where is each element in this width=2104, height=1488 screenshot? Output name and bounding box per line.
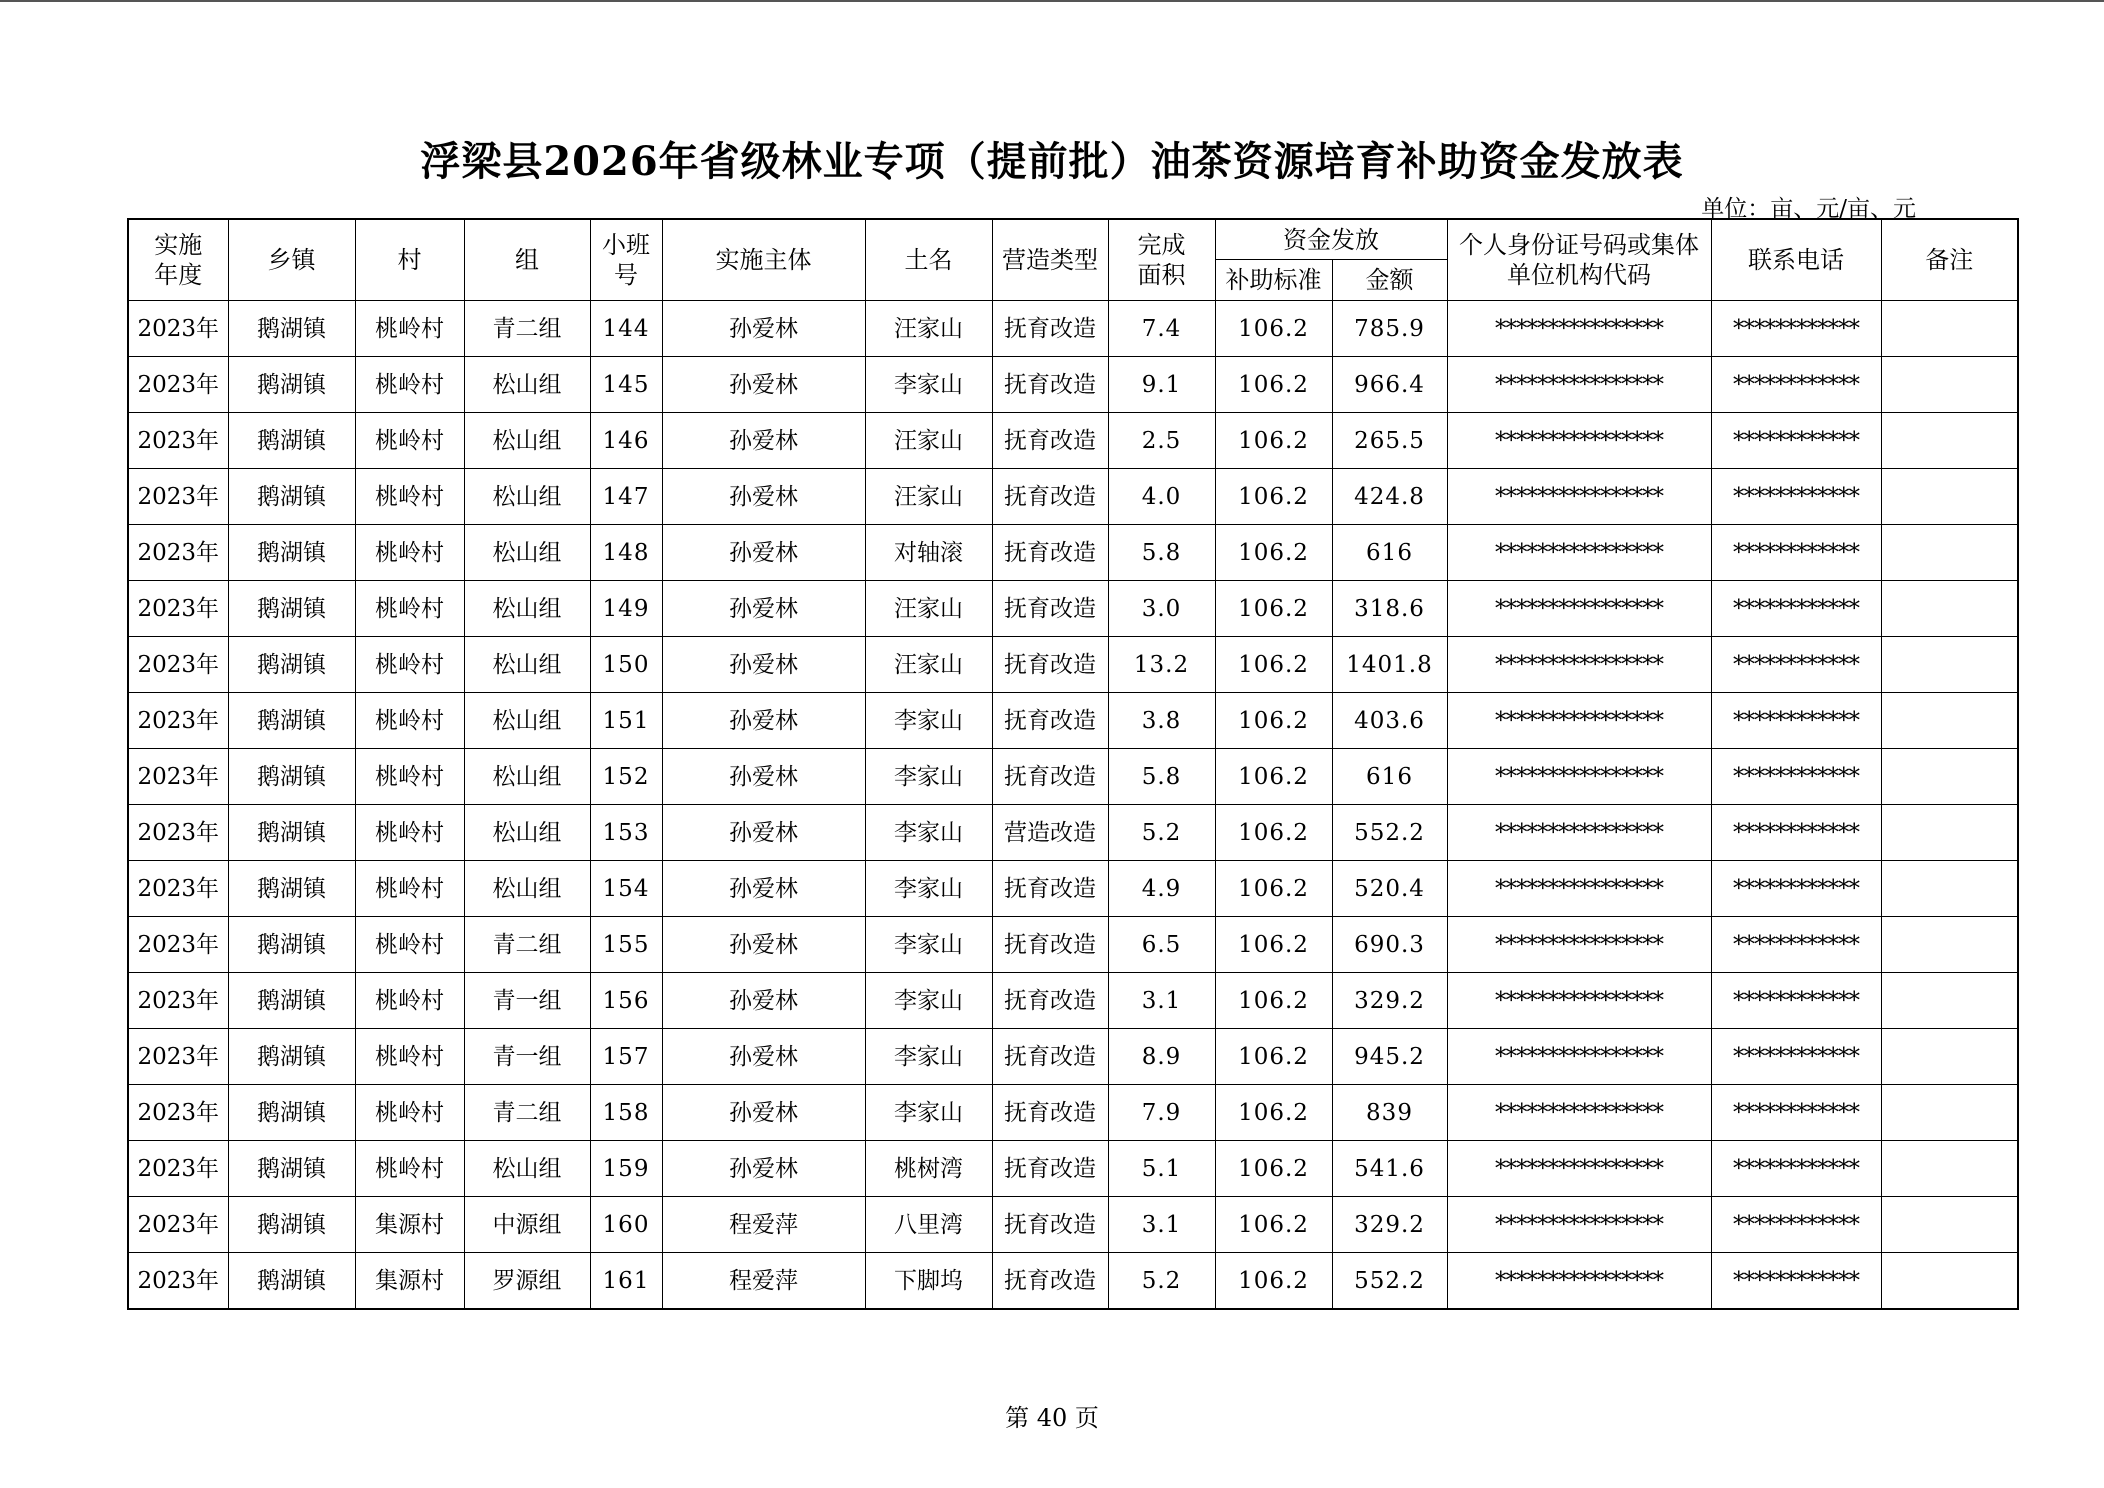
- header-town: 乡镇: [228, 219, 355, 301]
- cell-plot: 161: [590, 1253, 662, 1310]
- cell-phone: ************: [1711, 1197, 1881, 1253]
- cell-town: 鹅湖镇: [228, 693, 355, 749]
- cell-amount: 616: [1332, 525, 1447, 581]
- cell-land-name: 汪家山: [865, 637, 992, 693]
- cell-village: 桃岭村: [355, 693, 464, 749]
- cell-land-name: 李家山: [865, 917, 992, 973]
- cell-build-type: 抚育改造: [992, 581, 1108, 637]
- header-standard: 补助标准: [1215, 260, 1332, 301]
- cell-remark: [1881, 357, 2018, 413]
- cell-entity: 孙爱林: [662, 805, 865, 861]
- cell-area: 9.1: [1108, 357, 1215, 413]
- cell-remark: [1881, 1085, 2018, 1141]
- cell-id-code: ****************: [1447, 357, 1711, 413]
- cell-town: 鹅湖镇: [228, 1085, 355, 1141]
- cell-entity: 孙爱林: [662, 749, 865, 805]
- cell-amount: 690.3: [1332, 917, 1447, 973]
- cell-area: 3.1: [1108, 973, 1215, 1029]
- cell-phone: ************: [1711, 693, 1881, 749]
- header-plot: 小班 号: [590, 219, 662, 301]
- cell-land-name: 下脚坞: [865, 1253, 992, 1310]
- cell-id-code: ****************: [1447, 917, 1711, 973]
- cell-town: 鹅湖镇: [228, 469, 355, 525]
- cell-plot: 154: [590, 861, 662, 917]
- cell-land-name: 李家山: [865, 357, 992, 413]
- cell-town: 鹅湖镇: [228, 1197, 355, 1253]
- cell-standard: 106.2: [1215, 693, 1332, 749]
- cell-group: 罗源组: [464, 1253, 590, 1310]
- cell-id-code: ****************: [1447, 413, 1711, 469]
- cell-group: 青二组: [464, 1085, 590, 1141]
- cell-remark: [1881, 1141, 2018, 1197]
- cell-standard: 106.2: [1215, 973, 1332, 1029]
- cell-id-code: ****************: [1447, 1085, 1711, 1141]
- cell-area: 6.5: [1108, 917, 1215, 973]
- cell-year: 2023年: [128, 1141, 228, 1197]
- page-title: 浮梁县2026年省级林业专项（提前批）油茶资源培育补助资金发放表: [420, 138, 1684, 185]
- cell-village: 桃岭村: [355, 917, 464, 973]
- cell-phone: ************: [1711, 413, 1881, 469]
- cell-year: 2023年: [128, 1085, 228, 1141]
- cell-area: 5.8: [1108, 749, 1215, 805]
- cell-year: 2023年: [128, 525, 228, 581]
- cell-entity: 程爱萍: [662, 1253, 865, 1310]
- cell-area: 3.1: [1108, 1197, 1215, 1253]
- cell-plot: 156: [590, 973, 662, 1029]
- cell-id-code: ****************: [1447, 581, 1711, 637]
- table-row: [128, 1029, 2018, 1085]
- cell-id-code: ****************: [1447, 637, 1711, 693]
- cell-remark: [1881, 1253, 2018, 1310]
- cell-build-type: 抚育改造: [992, 1141, 1108, 1197]
- cell-id-code: ****************: [1447, 1141, 1711, 1197]
- cell-village: 桃岭村: [355, 581, 464, 637]
- cell-phone: ************: [1711, 357, 1881, 413]
- cell-standard: 106.2: [1215, 1197, 1332, 1253]
- table-body: [128, 301, 2018, 1310]
- page-number: 第 40 页: [1005, 1404, 1099, 1432]
- cell-area: 2.5: [1108, 413, 1215, 469]
- cell-amount: 265.5: [1332, 413, 1447, 469]
- cell-group: 松山组: [464, 693, 590, 749]
- cell-area: 5.2: [1108, 1253, 1215, 1310]
- cell-id-code: ****************: [1447, 301, 1711, 357]
- cell-plot: 159: [590, 1141, 662, 1197]
- header-land-name: 土名: [865, 219, 992, 301]
- cell-id-code: ****************: [1447, 1029, 1711, 1085]
- cell-group: 松山组: [464, 1141, 590, 1197]
- table-row: [128, 637, 2018, 693]
- cell-village: 桃岭村: [355, 301, 464, 357]
- cell-group: 青一组: [464, 1029, 590, 1085]
- cell-phone: ************: [1711, 1253, 1881, 1310]
- header-entity: 实施主体: [662, 219, 865, 301]
- cell-entity: 孙爱林: [662, 1085, 865, 1141]
- cell-amount: 329.2: [1332, 1197, 1447, 1253]
- cell-plot: 158: [590, 1085, 662, 1141]
- table-row: [128, 1141, 2018, 1197]
- cell-land-name: 李家山: [865, 805, 992, 861]
- cell-build-type: 抚育改造: [992, 693, 1108, 749]
- table-row: [128, 1085, 2018, 1141]
- cell-year: 2023年: [128, 749, 228, 805]
- cell-entity: 孙爱林: [662, 1141, 865, 1197]
- cell-group: 青一组: [464, 973, 590, 1029]
- cell-village: 桃岭村: [355, 525, 464, 581]
- cell-town: 鹅湖镇: [228, 1029, 355, 1085]
- cell-plot: 149: [590, 581, 662, 637]
- cell-land-name: 李家山: [865, 861, 992, 917]
- cell-plot: 150: [590, 637, 662, 693]
- cell-standard: 106.2: [1215, 1253, 1332, 1310]
- cell-year: 2023年: [128, 301, 228, 357]
- cell-plot: 157: [590, 1029, 662, 1085]
- cell-year: 2023年: [128, 581, 228, 637]
- cell-id-code: ****************: [1447, 1197, 1711, 1253]
- cell-phone: ************: [1711, 1029, 1881, 1085]
- cell-entity: 孙爱林: [662, 301, 865, 357]
- cell-phone: ************: [1711, 525, 1881, 581]
- cell-id-code: ****************: [1447, 1253, 1711, 1310]
- header-fund: 资金发放: [1215, 219, 1447, 260]
- cell-amount: 945.2: [1332, 1029, 1447, 1085]
- cell-year: 2023年: [128, 469, 228, 525]
- cell-remark: [1881, 301, 2018, 357]
- cell-entity: 孙爱林: [662, 861, 865, 917]
- cell-amount: 1401.8: [1332, 637, 1447, 693]
- cell-amount: 403.6: [1332, 693, 1447, 749]
- cell-remark: [1881, 973, 2018, 1029]
- cell-remark: [1881, 917, 2018, 973]
- cell-standard: 106.2: [1215, 301, 1332, 357]
- cell-standard: 106.2: [1215, 1029, 1332, 1085]
- cell-remark: [1881, 693, 2018, 749]
- cell-phone: ************: [1711, 917, 1881, 973]
- cell-area: 5.8: [1108, 525, 1215, 581]
- cell-amount: 552.2: [1332, 1253, 1447, 1310]
- cell-village: 桃岭村: [355, 749, 464, 805]
- header-phone: 联系电话: [1711, 219, 1881, 301]
- cell-id-code: ****************: [1447, 805, 1711, 861]
- cell-phone: ************: [1711, 1085, 1881, 1141]
- cell-amount: 424.8: [1332, 469, 1447, 525]
- cell-entity: 孙爱林: [662, 469, 865, 525]
- cell-remark: [1881, 805, 2018, 861]
- cell-land-name: 汪家山: [865, 301, 992, 357]
- cell-amount: 785.9: [1332, 301, 1447, 357]
- cell-town: 鹅湖镇: [228, 357, 355, 413]
- cell-remark: [1881, 581, 2018, 637]
- cell-town: 鹅湖镇: [228, 805, 355, 861]
- cell-remark: [1881, 525, 2018, 581]
- cell-remark: [1881, 469, 2018, 525]
- cell-year: 2023年: [128, 413, 228, 469]
- cell-group: 松山组: [464, 469, 590, 525]
- cell-phone: ************: [1711, 1141, 1881, 1197]
- cell-remark: [1881, 413, 2018, 469]
- cell-village: 桃岭村: [355, 1141, 464, 1197]
- cell-town: 鹅湖镇: [228, 581, 355, 637]
- cell-year: 2023年: [128, 917, 228, 973]
- cell-town: 鹅湖镇: [228, 861, 355, 917]
- cell-amount: 552.2: [1332, 805, 1447, 861]
- cell-land-name: 李家山: [865, 1085, 992, 1141]
- header-area: 完成 面积: [1108, 219, 1215, 301]
- cell-town: 鹅湖镇: [228, 1253, 355, 1310]
- cell-town: 鹅湖镇: [228, 301, 355, 357]
- table-row: [128, 861, 2018, 917]
- cell-phone: ************: [1711, 581, 1881, 637]
- cell-village: 桃岭村: [355, 973, 464, 1029]
- cell-plot: 145: [590, 357, 662, 413]
- cell-year: 2023年: [128, 1197, 228, 1253]
- cell-area: 5.1: [1108, 1141, 1215, 1197]
- cell-land-name: 桃树湾: [865, 1141, 992, 1197]
- cell-amount: 318.6: [1332, 581, 1447, 637]
- cell-year: 2023年: [128, 637, 228, 693]
- table-row: [128, 357, 2018, 413]
- cell-group: 松山组: [464, 525, 590, 581]
- header-row-1: [128, 219, 2018, 260]
- table-row: [128, 749, 2018, 805]
- cell-village: 集源村: [355, 1197, 464, 1253]
- cell-plot: 144: [590, 301, 662, 357]
- cell-phone: ************: [1711, 469, 1881, 525]
- cell-entity: 孙爱林: [662, 917, 865, 973]
- cell-land-name: 汪家山: [865, 581, 992, 637]
- cell-id-code: ****************: [1447, 469, 1711, 525]
- cell-build-type: 抚育改造: [992, 1085, 1108, 1141]
- cell-town: 鹅湖镇: [228, 917, 355, 973]
- cell-id-code: ****************: [1447, 973, 1711, 1029]
- cell-amount: 966.4: [1332, 357, 1447, 413]
- header-remark: 备注: [1881, 219, 2018, 301]
- cell-standard: 106.2: [1215, 805, 1332, 861]
- cell-standard: 106.2: [1215, 861, 1332, 917]
- cell-area: 8.9: [1108, 1029, 1215, 1085]
- cell-standard: 106.2: [1215, 749, 1332, 805]
- cell-group: 松山组: [464, 805, 590, 861]
- cell-land-name: 李家山: [865, 973, 992, 1029]
- cell-land-name: 对轴滚: [865, 525, 992, 581]
- table-row: [128, 525, 2018, 581]
- cell-build-type: 抚育改造: [992, 525, 1108, 581]
- cell-entity: 孙爱林: [662, 1029, 865, 1085]
- cell-plot: 152: [590, 749, 662, 805]
- cell-build-type: 抚育改造: [992, 1253, 1108, 1310]
- cell-group: 青二组: [464, 917, 590, 973]
- cell-build-type: 抚育改造: [992, 917, 1108, 973]
- cell-entity: 孙爱林: [662, 581, 865, 637]
- cell-year: 2023年: [128, 357, 228, 413]
- table-row: [128, 805, 2018, 861]
- table-row: [128, 413, 2018, 469]
- cell-entity: 孙爱林: [662, 413, 865, 469]
- cell-year: 2023年: [128, 861, 228, 917]
- cell-village: 桃岭村: [355, 413, 464, 469]
- cell-year: 2023年: [128, 805, 228, 861]
- cell-village: 桃岭村: [355, 1029, 464, 1085]
- cell-build-type: 抚育改造: [992, 413, 1108, 469]
- table-row: [128, 1197, 2018, 1253]
- cell-plot: 160: [590, 1197, 662, 1253]
- header-year: 实施 年度: [128, 219, 228, 301]
- cell-standard: 106.2: [1215, 1141, 1332, 1197]
- cell-build-type: 抚育改造: [992, 1197, 1108, 1253]
- table-row: [128, 917, 2018, 973]
- cell-remark: [1881, 637, 2018, 693]
- cell-amount: 541.6: [1332, 1141, 1447, 1197]
- cell-area: 13.2: [1108, 637, 1215, 693]
- cell-phone: ************: [1711, 861, 1881, 917]
- cell-id-code: ****************: [1447, 525, 1711, 581]
- cell-year: 2023年: [128, 973, 228, 1029]
- cell-plot: 151: [590, 693, 662, 749]
- cell-remark: [1881, 749, 2018, 805]
- cell-village: 桃岭村: [355, 805, 464, 861]
- cell-standard: 106.2: [1215, 413, 1332, 469]
- cell-year: 2023年: [128, 1029, 228, 1085]
- page-top-border: [0, 0, 2104, 2]
- cell-phone: ************: [1711, 973, 1881, 1029]
- cell-entity: 程爱萍: [662, 1197, 865, 1253]
- cell-standard: 106.2: [1215, 637, 1332, 693]
- cell-build-type: 抚育改造: [992, 301, 1108, 357]
- cell-land-name: 李家山: [865, 749, 992, 805]
- cell-land-name: 汪家山: [865, 469, 992, 525]
- cell-build-type: 抚育改造: [992, 469, 1108, 525]
- cell-amount: 839: [1332, 1085, 1447, 1141]
- cell-remark: [1881, 1029, 2018, 1085]
- cell-year: 2023年: [128, 693, 228, 749]
- cell-town: 鹅湖镇: [228, 749, 355, 805]
- cell-build-type: 抚育改造: [992, 357, 1108, 413]
- cell-phone: ************: [1711, 301, 1881, 357]
- cell-build-type: 抚育改造: [992, 973, 1108, 1029]
- cell-group: 松山组: [464, 749, 590, 805]
- cell-standard: 106.2: [1215, 469, 1332, 525]
- table-row: [128, 581, 2018, 637]
- cell-group: 松山组: [464, 637, 590, 693]
- cell-plot: 155: [590, 917, 662, 973]
- cell-town: 鹅湖镇: [228, 525, 355, 581]
- cell-phone: ************: [1711, 637, 1881, 693]
- cell-entity: 孙爱林: [662, 357, 865, 413]
- cell-area: 5.2: [1108, 805, 1215, 861]
- table-row: [128, 301, 2018, 357]
- cell-village: 桃岭村: [355, 1085, 464, 1141]
- cell-amount: 329.2: [1332, 973, 1447, 1029]
- header-build-type: 营造类型: [992, 219, 1108, 301]
- header-id-code: 个人身份证号码或集体 单位机构代码: [1447, 219, 1711, 301]
- cell-land-name: 汪家山: [865, 413, 992, 469]
- cell-remark: [1881, 861, 2018, 917]
- cell-group: 中源组: [464, 1197, 590, 1253]
- cell-entity: 孙爱林: [662, 637, 865, 693]
- cell-land-name: 李家山: [865, 693, 992, 749]
- table-row: [128, 469, 2018, 525]
- cell-group: 松山组: [464, 357, 590, 413]
- cell-village: 桃岭村: [355, 861, 464, 917]
- cell-group: 青二组: [464, 301, 590, 357]
- cell-area: 4.9: [1108, 861, 1215, 917]
- cell-build-type: 抚育改造: [992, 861, 1108, 917]
- cell-id-code: ****************: [1447, 749, 1711, 805]
- cell-area: 4.0: [1108, 469, 1215, 525]
- cell-area: 7.4: [1108, 301, 1215, 357]
- cell-phone: ************: [1711, 805, 1881, 861]
- cell-build-type: 营造改造: [992, 805, 1108, 861]
- cell-id-code: ****************: [1447, 861, 1711, 917]
- cell-area: 7.9: [1108, 1085, 1215, 1141]
- cell-group: 松山组: [464, 581, 590, 637]
- header-village: 村: [355, 219, 464, 301]
- cell-amount: 520.4: [1332, 861, 1447, 917]
- cell-village: 桃岭村: [355, 637, 464, 693]
- cell-build-type: 抚育改造: [992, 637, 1108, 693]
- cell-town: 鹅湖镇: [228, 637, 355, 693]
- cell-standard: 106.2: [1215, 1085, 1332, 1141]
- table-row: [128, 973, 2018, 1029]
- header-amount: 金额: [1332, 260, 1447, 301]
- cell-year: 2023年: [128, 1253, 228, 1310]
- cell-village: 桃岭村: [355, 469, 464, 525]
- cell-group: 松山组: [464, 861, 590, 917]
- cell-id-code: ****************: [1447, 693, 1711, 749]
- cell-standard: 106.2: [1215, 917, 1332, 973]
- cell-standard: 106.2: [1215, 525, 1332, 581]
- cell-amount: 616: [1332, 749, 1447, 805]
- cell-remark: [1881, 1197, 2018, 1253]
- cell-town: 鹅湖镇: [228, 1141, 355, 1197]
- cell-standard: 106.2: [1215, 357, 1332, 413]
- table-row: [128, 1253, 2018, 1310]
- cell-land-name: 八里湾: [865, 1197, 992, 1253]
- cell-entity: 孙爱林: [662, 973, 865, 1029]
- cell-group: 松山组: [464, 413, 590, 469]
- cell-area: 3.8: [1108, 693, 1215, 749]
- cell-phone: ************: [1711, 749, 1881, 805]
- cell-village: 集源村: [355, 1253, 464, 1310]
- subsidy-table: [127, 218, 2019, 1310]
- cell-build-type: 抚育改造: [992, 1029, 1108, 1085]
- cell-area: 3.0: [1108, 581, 1215, 637]
- cell-entity: 孙爱林: [662, 693, 865, 749]
- cell-town: 鹅湖镇: [228, 413, 355, 469]
- header-group: 组: [464, 219, 590, 301]
- cell-town: 鹅湖镇: [228, 973, 355, 1029]
- cell-plot: 148: [590, 525, 662, 581]
- cell-plot: 147: [590, 469, 662, 525]
- cell-plot: 146: [590, 413, 662, 469]
- unit-note: 单位：亩、元/亩、元: [1701, 196, 1916, 222]
- cell-land-name: 李家山: [865, 1029, 992, 1085]
- cell-plot: 153: [590, 805, 662, 861]
- cell-village: 桃岭村: [355, 357, 464, 413]
- cell-entity: 孙爱林: [662, 525, 865, 581]
- cell-build-type: 抚育改造: [992, 749, 1108, 805]
- table-row: [128, 693, 2018, 749]
- cell-standard: 106.2: [1215, 581, 1332, 637]
